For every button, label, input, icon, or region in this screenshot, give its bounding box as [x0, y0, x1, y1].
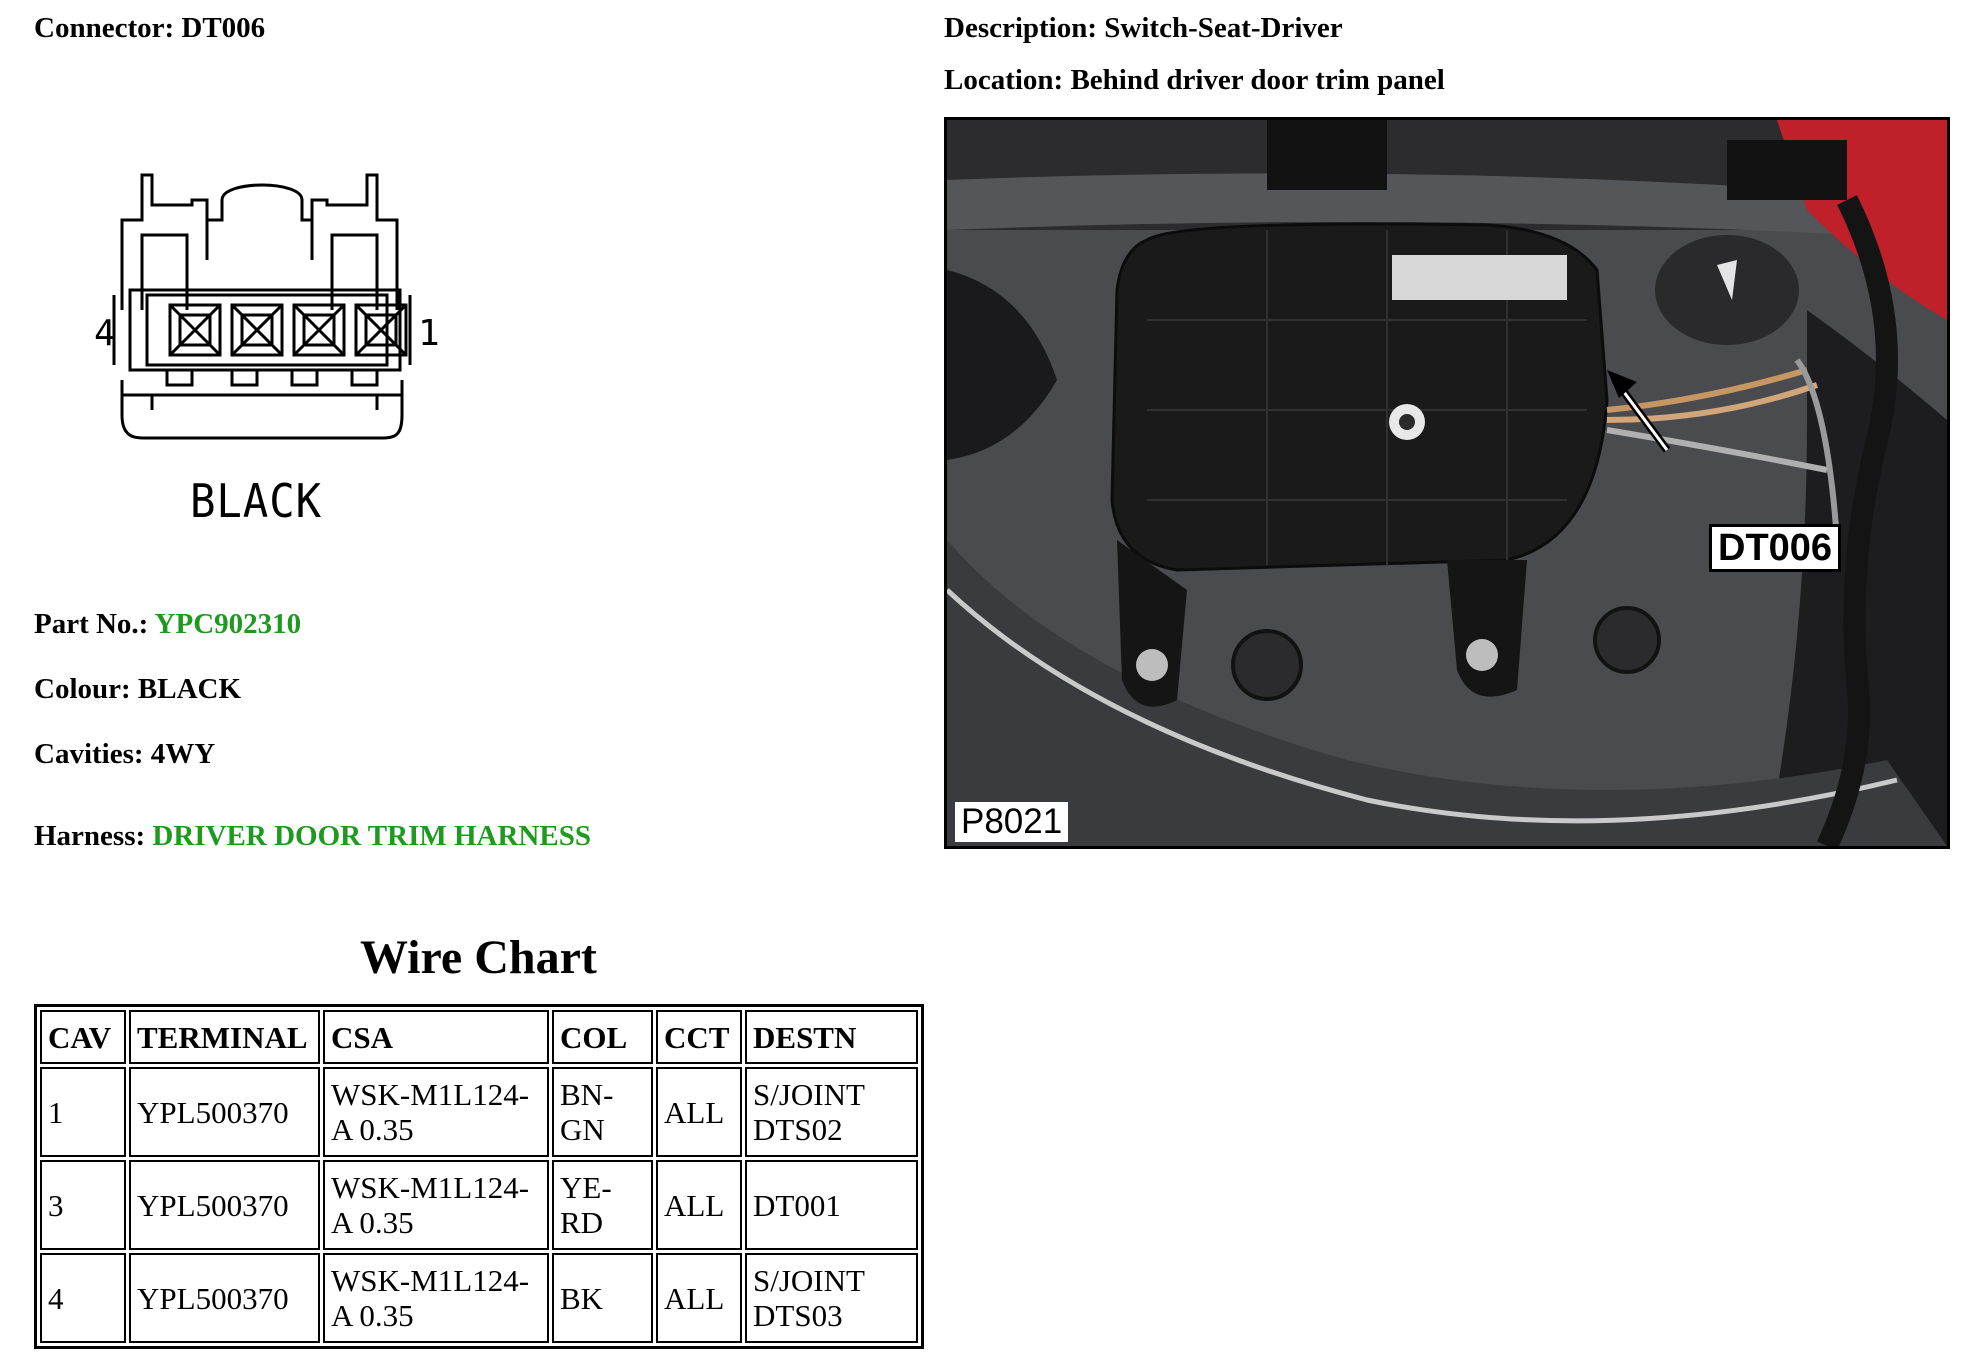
cell-col [552, 1253, 653, 1343]
cell-destn [745, 1160, 918, 1250]
cell-destn-line2: DTS03 [753, 1298, 843, 1333]
cell-csa [323, 1067, 549, 1157]
connector-heading [34, 12, 265, 45]
cell-col-line1: BK [560, 1280, 604, 1316]
cell-cav: 4 [40, 1253, 126, 1343]
cell-destn-line2: DTS02 [753, 1112, 843, 1147]
cavities-label: Cavities: [34, 738, 144, 770]
colour-line [34, 673, 241, 706]
cell-csa-line2: A 0.35 [331, 1205, 414, 1240]
pin-label-right: 1 [418, 313, 440, 354]
wire-chart-header-row [40, 1010, 918, 1064]
colour-value: BLACK [137, 673, 242, 705]
header-col: COL [552, 1010, 653, 1064]
photo-callout-label: DT006 [1709, 524, 1841, 572]
part-number-link[interactable]: YPC902310 [154, 608, 302, 640]
location-label: Location: [944, 64, 1064, 96]
harness-label: Harness: [34, 820, 146, 852]
cell-csa-line1: WSK-M1L124- [331, 1263, 530, 1298]
cavities-value: 4WY [150, 738, 216, 770]
connector-id: DT006 [181, 12, 266, 44]
pin-label-left: 4 [94, 313, 116, 354]
cell-terminal: YPL500370 [129, 1067, 320, 1157]
header-cav: CAV [40, 1010, 126, 1064]
cell-col-line1: BN- [560, 1077, 614, 1112]
cell-destn-line1: S/JOINT [753, 1263, 865, 1298]
wire-chart-table [34, 1004, 924, 1349]
cell-destn-line1: S/JOINT [753, 1077, 865, 1112]
cell-cct: ALL [656, 1160, 742, 1250]
location-value: Behind driver door trim panel [1070, 64, 1445, 96]
cell-csa-line2: A 0.35 [331, 1112, 414, 1147]
cell-col-line2: GN [560, 1112, 605, 1147]
cell-cav: 3 [40, 1160, 126, 1250]
photo-reference-code: P8021 [955, 802, 1068, 842]
header-csa: CSA [323, 1010, 549, 1064]
table-row [40, 1067, 918, 1157]
cell-col-line1: YE- [560, 1170, 612, 1205]
cell-cav: 1 [40, 1067, 126, 1157]
header-destn: DESTN [745, 1010, 918, 1064]
cell-terminal: YPL500370 [129, 1160, 320, 1250]
part-number-line [34, 608, 301, 641]
cavities-line [34, 738, 215, 771]
connector-label: Connector: [34, 12, 175, 44]
harness-line [34, 820, 591, 853]
colour-label: Colour: [34, 673, 131, 705]
part-number-label: Part No.: [34, 608, 149, 640]
cell-cct: ALL [656, 1067, 742, 1157]
cell-col [552, 1067, 653, 1157]
cell-csa-line1: WSK-M1L124- [331, 1077, 530, 1112]
harness-link[interactable]: DRIVER DOOR TRIM HARNESS [152, 820, 591, 852]
table-row [40, 1160, 918, 1250]
cell-terminal: YPL500370 [129, 1253, 320, 1343]
cell-destn-line1: DT001 [753, 1187, 841, 1223]
table-row [40, 1253, 918, 1343]
description-label: Description: [944, 12, 1098, 44]
header-cct: CCT [656, 1010, 742, 1064]
cell-csa-line1: WSK-M1L124- [331, 1170, 530, 1205]
location-line [944, 64, 1445, 97]
description-line [944, 12, 1343, 45]
description-value: Switch-Seat-Driver [1104, 12, 1343, 44]
cell-csa [323, 1253, 549, 1343]
cell-destn [745, 1067, 918, 1157]
connector-location-photo [944, 117, 1950, 849]
cell-col-line2: RD [560, 1205, 604, 1240]
cell-csa [323, 1160, 549, 1250]
cell-csa-line2: A 0.35 [331, 1298, 414, 1333]
cell-cct: ALL [656, 1253, 742, 1343]
connector-color-caption: BLACK [190, 474, 323, 528]
wire-chart-title: Wire Chart [360, 931, 597, 984]
header-terminal: TERMINAL [129, 1010, 320, 1064]
cell-col [552, 1160, 653, 1250]
connector-face-diagram [92, 170, 452, 460]
cell-destn [745, 1253, 918, 1343]
